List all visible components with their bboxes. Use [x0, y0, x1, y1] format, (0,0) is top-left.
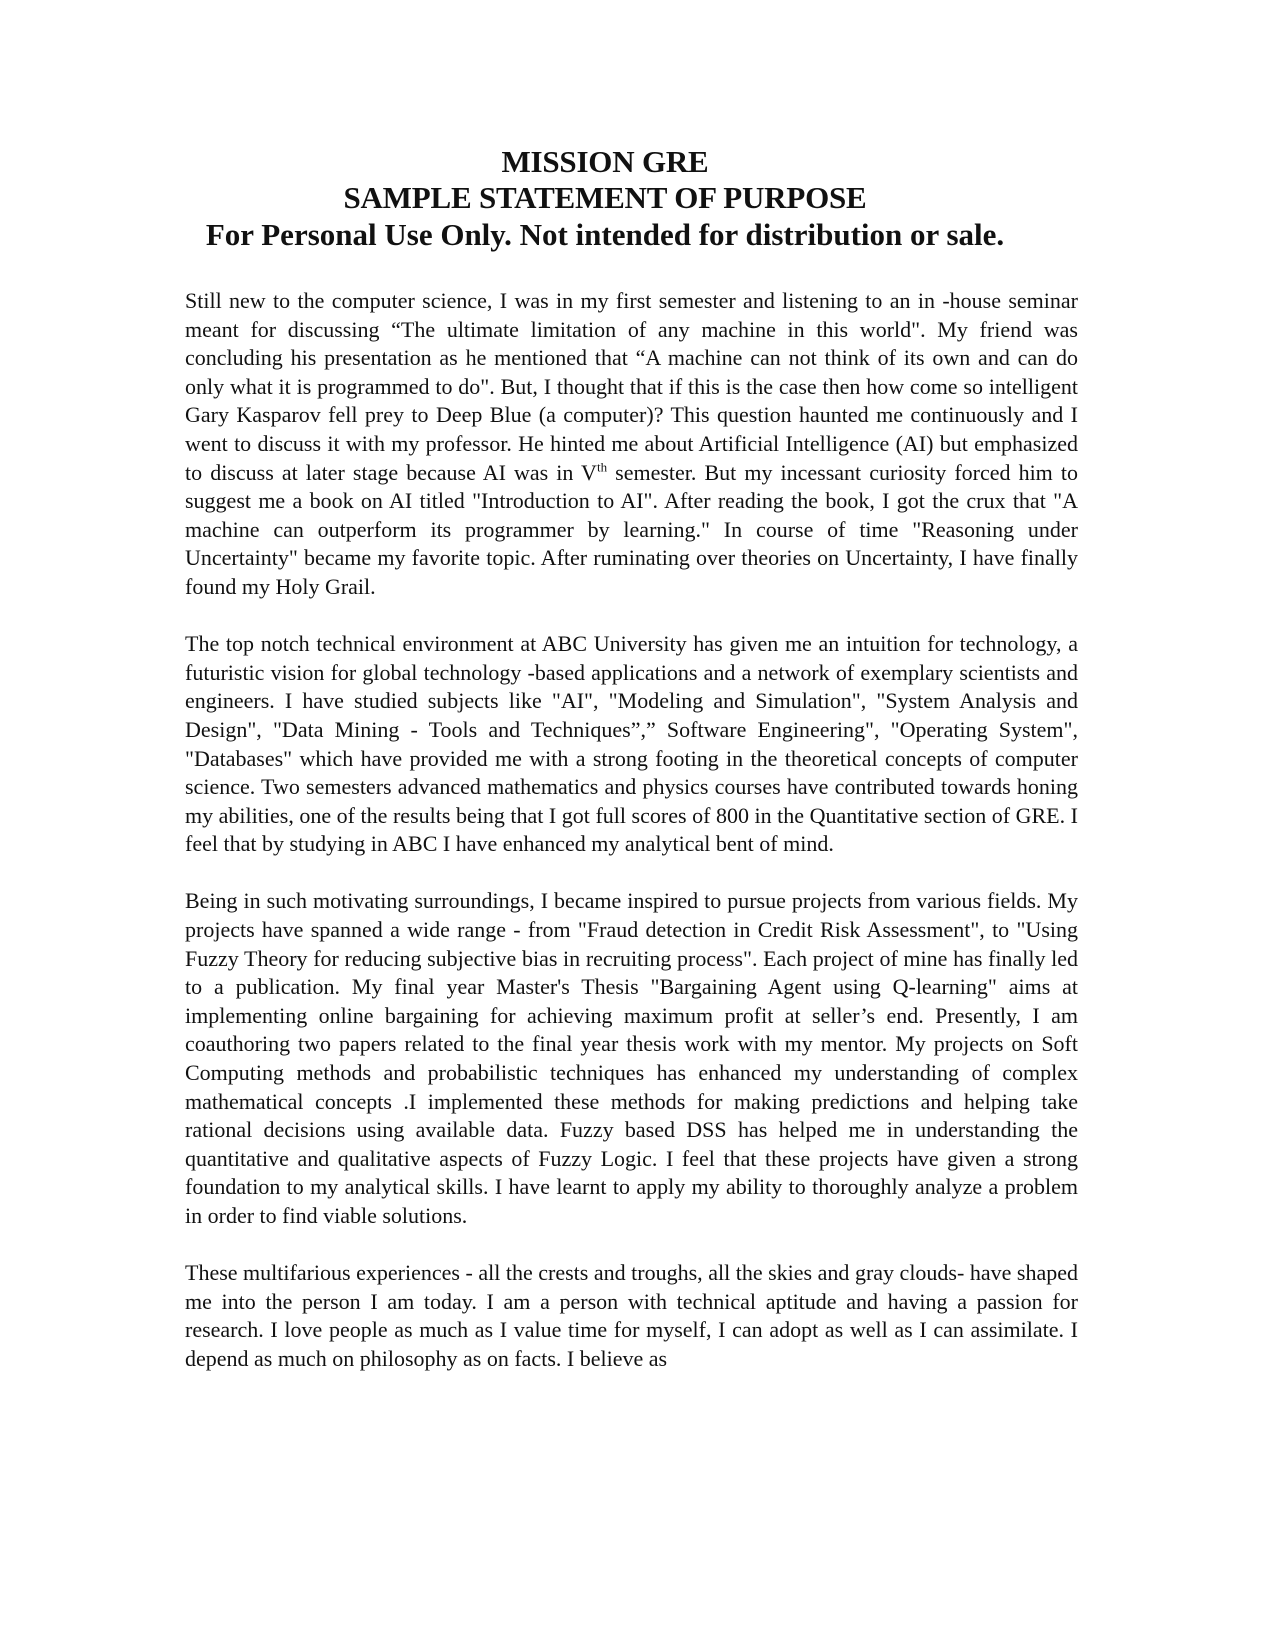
paragraph-1-text-start: Still new to the computer science, I was in my first semester and listening to an in -house seminar meant for discussing “The ultimate limitation of any machine in this world". My friend was concluding his presentation as he mentioned that “A machine can not think of its own and can do only what it is programmed to do". But, I thought that if this is the case then how come so intelligent Gary Kasparov fell prey to Deep Blue (a computer)? This question haunted me continuously and I went to discuss it with my professor. He hinted me about Artificial Intelligence (AI) but emphasized to discuss at later stage because AI was in V [185, 288, 1078, 485]
paragraph-1-text-end: semester. But my incessant curiosity forced him to suggest me a book on AI titled "Introduction to AI". After reading the book, I got the crux that "A machine can outperform its programmer by learning." In course of time "Reasoning under Uncertainty" became my favorite topic. After ruminating over theories on Uncertainty, I have finally found my Holy Grail. [185, 459, 1078, 599]
paragraph-1 [185, 287, 1078, 602]
paragraph-2: The top notch technical environment at ABC University has given me an intuition for technology, a futuristic vision for global technology -based applications and a network of exemplary scientists and engineers. I have studied subjects like "AI", "Modeling and Simulation", "System Analysis and Design", "Data Mining - Tools and Techniques”,” Software Engineering", "Operating System", "Databases" which have provided me with a strong footing in the theoretical concepts of computer science. Two semesters advanced mathematics and physics courses have contributed towards honing my abilities, one of the results being that I got full scores of 800 in the Quantitative section of GRE. I feel that by studying in ABC I have enhanced my analytical bent of mind. [185, 631, 1078, 857]
superscript-th: th [596, 459, 608, 475]
paragraph-3: Being in such motivating surroundings, I became inspired to pursue projects from various fields. My projects have spanned a wide range - from "Fraud detection in Credit Risk Assessment", to "Using Fuzzy Theory for reducing subjective bias in recruiting process". Each project of mine has finally led to a publication. My final year Master's Thesis "Bargaining Agent using Q-learning" aims at implementing online bargaining for achieving maximum profit at seller’s end. Presently, I am coauthoring two papers related to the final year thesis work with my mentor. My projects on Soft Computing methods and probabilistic techniques has enhanced my understanding of complex mathematical concepts .I implemented these methods for making predictions and helping take rational decisions using available data. Fuzzy based DSS has helped me in understanding the quantitative and qualitative aspects of Fuzzy Logic. I feel that these projects have given a strong foundation to my analytical skills. I have learnt to apply my ability to thoroughly analyze a problem in order to find viable solutions. [185, 888, 1078, 1228]
document-body [185, 287, 1078, 1374]
header-subtitle: SAMPLE STATEMENT OF PURPOSE [343, 180, 867, 215]
header-notice: For Personal Use Only. Not intended for distribution or sale. [205, 217, 1005, 252]
document-header [150, 144, 1060, 254]
header-title: MISSION GRE [501, 144, 709, 179]
paragraph-4: These multifarious experiences - all the crests and troughs, all the skies and gray clouds- have shaped me into the person I am today. I am a person with technical aptitude and having a passion for research. I love people as much as I value time for myself, I can adopt as well as I can assimilate. I depend as much on philosophy as on facts. I believe as [185, 1260, 1078, 1371]
